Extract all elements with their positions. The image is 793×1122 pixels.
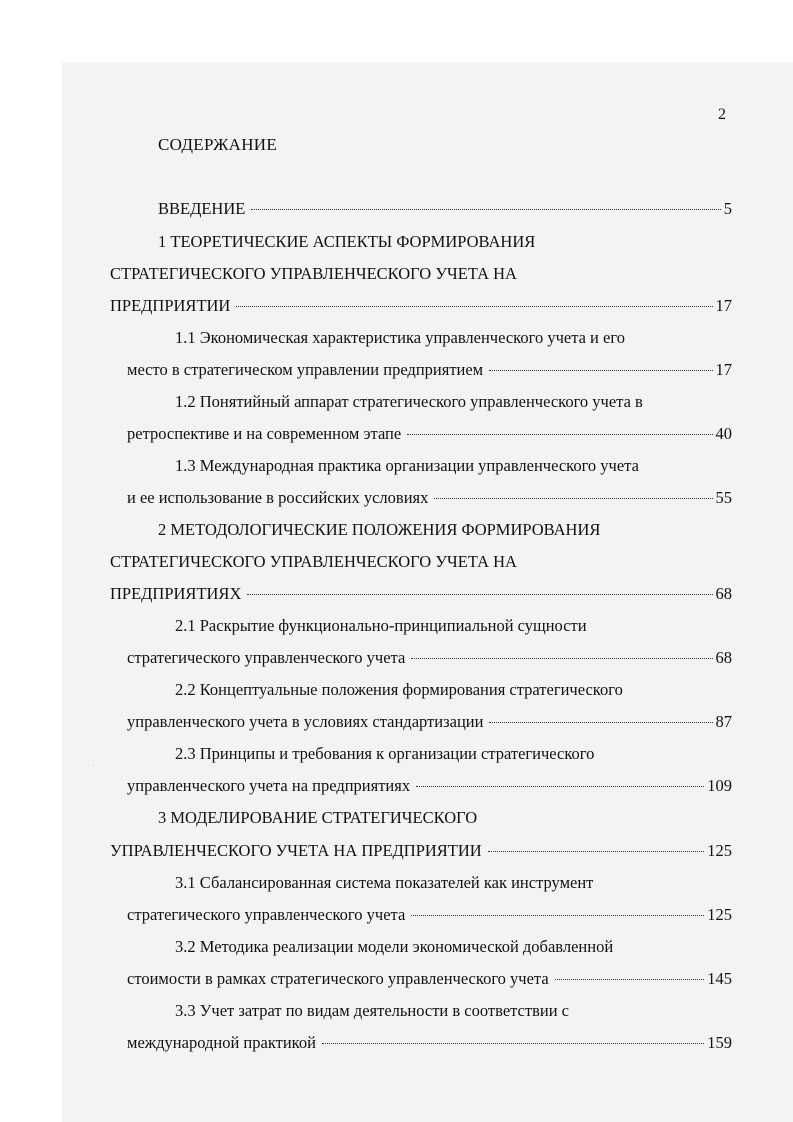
toc-entry-text: и ее использование в российских условиях (127, 488, 429, 507)
toc-entry-page: 40 (715, 424, 732, 443)
toc-chapter-2-line-2: СТРАТЕГИЧЕСКОГО УПРАВЛЕНЧЕСКОГО УЧЕТА НА (110, 552, 517, 571)
dot-leader (411, 915, 704, 916)
toc-chapter-2-line-3 (110, 583, 732, 605)
toc-entry-page: 17 (715, 360, 732, 379)
toc-entry-page: 68 (715, 584, 732, 603)
dot-leader (322, 1043, 704, 1044)
toc-entry-text: управленческого учета на предприятиях (127, 776, 411, 795)
dot-leader (411, 658, 712, 659)
toc-section-1-1-line-1: 1.1 Экономическая характеристика управленческого учета и его (175, 328, 625, 347)
toc-entry-text: международной практикой (127, 1033, 316, 1052)
dot-leader (489, 722, 712, 723)
toc-heading: СОДЕРЖАНИЕ (158, 135, 278, 154)
toc-entry-text: стратегического управленческого учета (127, 648, 406, 667)
toc-entry-page: 145 (707, 969, 732, 988)
toc-section-2-2-line-1: 2.2 Концептуальные положения формирования стратегического (175, 680, 623, 699)
toc-section-3-1-line-2 (127, 904, 732, 926)
toc-section-2-3-line-1: 2.3 Принципы и требования к организации стратегического (175, 744, 595, 763)
toc-section-2-3-line-2 (127, 775, 732, 797)
toc-section-2-2-line-2 (127, 711, 732, 733)
toc-entry-page: 17 (715, 296, 732, 315)
toc-section-3-1-line-1: 3.1 Сбалансированная система показателей как инструмент (175, 873, 594, 892)
toc-section-1-1-line-2 (127, 359, 732, 381)
dot-leader (489, 370, 712, 371)
toc-entry-text: стоимости в рамках стратегического управленческого учета (127, 969, 549, 988)
toc-section-1-2-line-2 (127, 423, 732, 445)
toc-entry-page: 125 (707, 841, 732, 860)
toc-chapter-3-line-1: 3 МОДЕЛИРОВАНИЕ СТРАТЕГИЧЕСКОГО (158, 808, 478, 827)
toc-entry-page: 87 (715, 712, 732, 731)
toc-chapter-1-line-1: 1 ТЕОРЕТИЧЕСКИЕ АСПЕКТЫ ФОРМИРОВАНИЯ (158, 232, 536, 251)
toc-entry-text: УПРАВЛЕНЧЕСКОГО УЧЕТА НА ПРЕДПРИЯТИИ (110, 841, 482, 860)
toc-entry-page: 109 (707, 776, 732, 795)
toc-section-2-1-line-2 (127, 647, 732, 669)
toc-chapter-3-line-2 (110, 840, 732, 862)
page-number: 2 (718, 106, 726, 123)
toc-entry-text: управленческого учета в условиях стандартизации (127, 712, 484, 731)
toc-section-3-3-line-1: 3.3 Учет затрат по видам деятельности в соответствии с (175, 1001, 569, 1020)
toc-entry-text: ретроспективе и на современном этапе (127, 424, 402, 443)
toc-section-3-2-line-1: 3.2 Методика реализации модели экономической добавленной (175, 937, 614, 956)
toc-section-2-1-line-1: 2.1 Раскрытие функционально-принципиальной сущности (175, 616, 587, 635)
toc-chapter-1-line-3 (110, 295, 732, 317)
toc-entry-page: 159 (707, 1033, 732, 1052)
toc-section-1-3-line-2 (127, 487, 732, 509)
dot-leader (236, 306, 712, 307)
toc-entry-page: 68 (715, 648, 732, 667)
toc-section-1-2-line-1: 1.2 Понятийный аппарат стратегического управленческого учета в (175, 392, 643, 411)
dot-leader (251, 209, 720, 210)
dot-leader (434, 498, 712, 499)
toc-entry-text: стратегического управленческого учета (127, 905, 406, 924)
dot-leader (488, 851, 705, 852)
dot-leader (247, 594, 712, 595)
toc-entry-page: 125 (707, 905, 732, 924)
dot-leader (555, 979, 705, 980)
toc-entry-text: ПРЕДПРИЯТИЯХ (110, 584, 242, 603)
toc-entry-text: место в стратегическом управлении предприятием (127, 360, 484, 379)
toc-chapter-2-line-1: 2 МЕТОДОЛОГИЧЕСКИЕ ПОЛОЖЕНИЯ ФОРМИРОВАНИЯ (158, 520, 601, 539)
toc-entry-introduction (158, 198, 732, 220)
toc-entry-page: 5 (723, 199, 732, 218)
toc-entry-page: 55 (715, 488, 732, 507)
toc-entry-text: ВВЕДЕНИЕ (158, 199, 246, 218)
toc-section-1-3-line-1: 1.3 Международная практика организации управленческого учета (175, 456, 639, 475)
toc-chapter-1-line-2: СТРАТЕГИЧЕСКОГО УПРАВЛЕНЧЕСКОГО УЧЕТА НА (110, 264, 517, 283)
scan-artifact (93, 765, 94, 766)
toc-section-3-3-line-2 (127, 1032, 732, 1054)
dot-leader (416, 786, 704, 787)
dot-leader (407, 434, 712, 435)
toc-entry-text: ПРЕДПРИЯТИИ (110, 296, 231, 315)
toc-section-3-2-line-2 (127, 968, 732, 990)
